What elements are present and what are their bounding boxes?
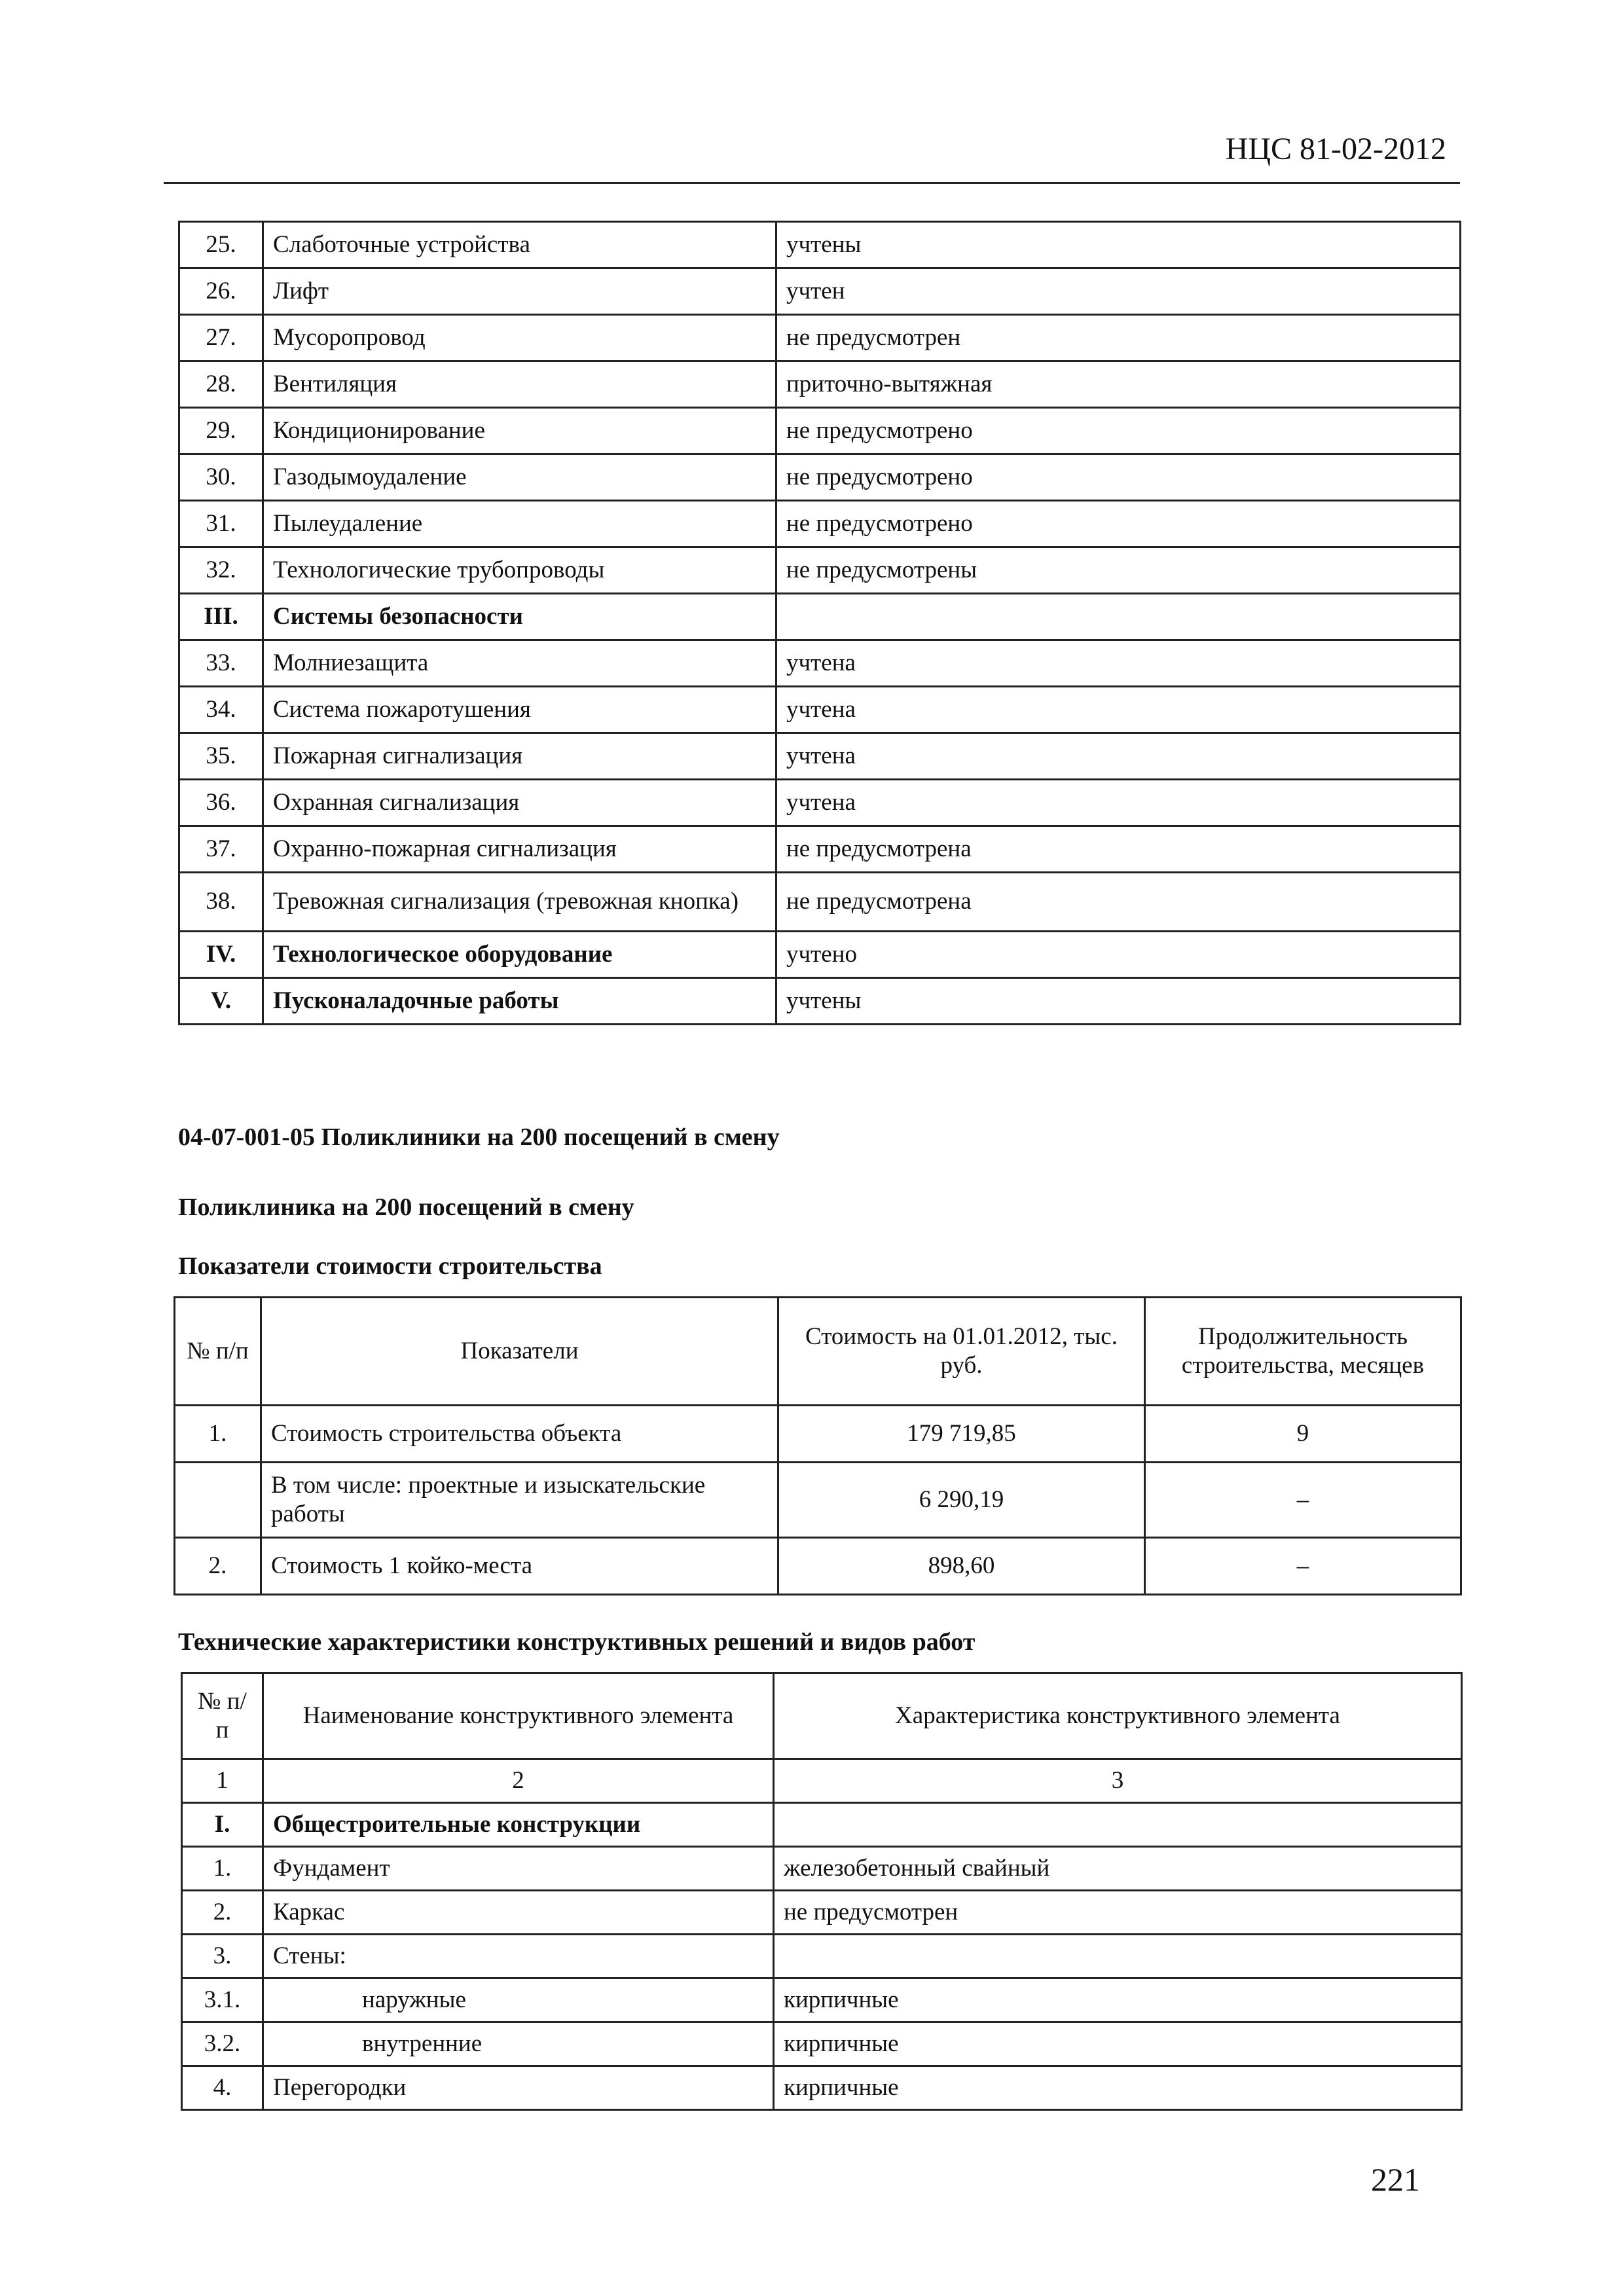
row-num: 3. [182,1935,263,1978]
col-number: 3 [774,1759,1462,1803]
row-num: 34. [179,687,263,733]
row-name: Вентиляция [263,361,776,408]
row-num: 36. [179,780,263,826]
row-name: Стоимость строительства объекта [261,1406,778,1463]
row-value: кирпичные [774,2066,1462,2110]
systems-table [178,221,1461,1025]
row-name: Общестроительные конструкции [263,1803,774,1847]
row-name: Пусконаладочные работы [263,978,776,1025]
row-value: железобетонный свайный [774,1847,1462,1891]
row-name: Система пожаротушения [263,687,776,733]
row-name: наружные [263,1978,774,2022]
row-value: не предусмотрен [776,315,1461,361]
row-name: Перегородки [263,2066,774,2110]
table-row [175,1406,1461,1463]
row-num: 37. [179,826,263,873]
row-value: учтено [776,932,1461,978]
row-num: 1. [175,1406,261,1463]
row-num: III. [179,594,263,640]
row-num: I. [182,1803,263,1847]
table-row [179,780,1461,826]
header-num: № п/п [182,1673,263,1759]
table-row [182,2022,1462,2066]
row-num: 29. [179,408,263,454]
row-name: Газодымоудаление [263,454,776,501]
table-row [179,932,1461,978]
table-row [179,454,1461,501]
row-num: 26. [179,268,263,315]
row-value: не предусмотрено [776,408,1461,454]
row-name: Слаботочные устройства [263,222,776,268]
row-duration: 9 [1145,1406,1461,1463]
row-value: приточно-вытяжная [776,361,1461,408]
table-row [179,826,1461,873]
table-row [182,1803,1462,1847]
row-name: Тревожная сигнализация (тревожная кнопка) [263,873,776,932]
table-row [179,408,1461,454]
table-row [179,640,1461,687]
page-number: 221 [1371,2161,1420,2198]
table-row [179,222,1461,268]
row-value: учтен [776,268,1461,315]
table-row [179,733,1461,780]
cost-heading: Показатели стоимости строительства [178,1252,602,1280]
row-num [175,1463,261,1538]
row-cost: 6 290,19 [778,1463,1145,1538]
row-name: Технологические трубопроводы [263,547,776,594]
row-cost: 179 719,85 [778,1406,1145,1463]
row-value: не предусмотрена [776,826,1461,873]
row-name: Мусоропровод [263,315,776,361]
row-num: 2. [182,1891,263,1935]
header-rule [164,182,1460,184]
row-value: не предусмотрено [776,501,1461,547]
header-cost: Стоимость на 01.01.2012, тыс. руб. [778,1298,1145,1406]
table-row [179,547,1461,594]
header-element-name: Наименование конструктивного элемента [263,1673,774,1759]
row-num: 2. [175,1538,261,1595]
row-num: 33. [179,640,263,687]
row-num: 3.1. [182,1978,263,2022]
row-name: Охранно-пожарная сигнализация [263,826,776,873]
row-name: Пылеудаление [263,501,776,547]
table-row [179,594,1461,640]
table-row [179,315,1461,361]
col-number: 1 [182,1759,263,1803]
table-row [179,361,1461,408]
row-value: учтена [776,687,1461,733]
row-duration: – [1145,1463,1461,1538]
row-num: 30. [179,454,263,501]
row-name: Каркас [263,1891,774,1935]
row-name: Охранная сигнализация [263,780,776,826]
row-num: IV. [179,932,263,978]
row-name: Молниезащита [263,640,776,687]
table-row [182,2066,1462,2110]
row-name: Кондиционирование [263,408,776,454]
header-duration: Продолжительность строительства, месяцев [1145,1298,1461,1406]
table-row [182,1935,1462,1978]
row-num: 28. [179,361,263,408]
column-numbers-row [182,1759,1462,1803]
row-value: учтены [776,222,1461,268]
row-num: 25. [179,222,263,268]
row-value: кирпичные [774,2022,1462,2066]
row-name: Технологическое оборудование [263,932,776,978]
row-value: учтена [776,733,1461,780]
row-value: учтена [776,640,1461,687]
row-num: 32. [179,547,263,594]
row-value: не предусмотрено [776,454,1461,501]
table-row [179,501,1461,547]
header-indicators: Показатели [261,1298,778,1406]
table-row [179,268,1461,315]
row-name: Фундамент [263,1847,774,1891]
table-row [175,1538,1461,1595]
document-code: НЦС 81-02-2012 [1225,132,1446,166]
header-element-characteristic: Характеристика конструктивного элемента [774,1673,1462,1759]
row-value: учтена [776,780,1461,826]
row-value [774,1935,1462,1978]
header-num: № п/п [175,1298,261,1406]
section-subtitle: Поликлиника на 200 посещений в смену [178,1194,634,1221]
section-code-title: 04-07-001-05 Поликлиники на 200 посещений в смену [178,1123,780,1151]
row-num: V. [179,978,263,1025]
row-num: 3.2. [182,2022,263,2066]
row-num: 31. [179,501,263,547]
row-num: 1. [182,1847,263,1891]
row-name: Стоимость 1 койко-места [261,1538,778,1595]
row-value: не предусмотрена [776,873,1461,932]
row-name: Системы безопасности [263,594,776,640]
row-value [774,1803,1462,1847]
row-value [776,594,1461,640]
table-row [179,687,1461,733]
row-name: внутренние [263,2022,774,2066]
row-name: Стены: [263,1935,774,1978]
tech-heading: Технические характеристики конструктивных решений и видов работ [178,1628,976,1656]
table-row [182,1978,1462,2022]
row-cost: 898,60 [778,1538,1145,1595]
table-row [182,1847,1462,1891]
row-name: Пожарная сигнализация [263,733,776,780]
row-value: не предусмотрен [774,1891,1462,1935]
table-row [179,873,1461,932]
table-row [182,1891,1462,1935]
cost-table [173,1296,1462,1595]
row-value: не предусмотрены [776,547,1461,594]
table-row [179,978,1461,1025]
row-num: 27. [179,315,263,361]
row-num: 4. [182,2066,263,2110]
row-value: учтены [776,978,1461,1025]
cost-table-header [175,1298,1461,1406]
row-num: 35. [179,733,263,780]
tech-table [181,1672,1463,2111]
row-value: кирпичные [774,1978,1462,2022]
col-number: 2 [263,1759,774,1803]
row-duration: – [1145,1538,1461,1595]
tech-table-header [182,1673,1462,1759]
table-row [175,1463,1461,1538]
row-num: 38. [179,873,263,932]
row-name: Лифт [263,268,776,315]
row-name: В том числе: проектные и изыскательские работы [261,1463,778,1538]
